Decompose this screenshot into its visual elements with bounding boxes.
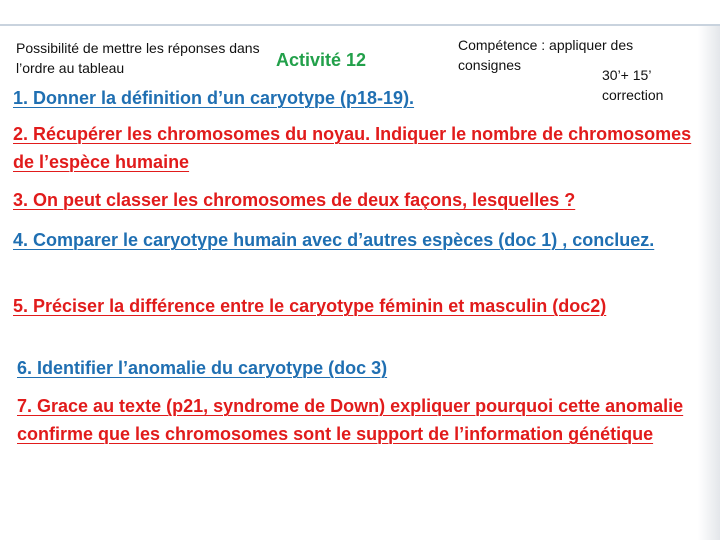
time-note: 30’+ 15’ correction — [602, 67, 664, 103]
task-5: 5. Préciser la différence entre le caryotype féminin et masculin (doc2) — [13, 296, 607, 316]
task-7: 7. Grace au texte (p21, syndrome de Down) expliquer pourquoi cette anomalie confirme que les chromosomes sont le support de l’information génétique — [17, 396, 684, 444]
task-1: 1. Donner la définition d’un caryotype (p18-19). — [13, 88, 415, 108]
task-6: 6. Identifier l’anomalie du caryotype (doc 3) — [17, 358, 388, 378]
activity-title: Activité 12 — [276, 50, 367, 70]
competence-note: Compétence : appliquer des consignes — [458, 37, 634, 73]
board-note: Possibilité de mettre les réponses dans l’ordre au tableau — [16, 40, 260, 76]
task-3: 3. On peut classer les chromosomes de deux façons, lesquelles ? — [13, 190, 576, 210]
task-4: 4. Comparer le caryotype humain avec d’autres espèces (doc 1) , concluez. — [13, 230, 655, 250]
task-2: 2. Récupérer les chromosomes du noyau. Indiquer le nombre de chromosomes de l’espèce humaine — [13, 124, 692, 172]
top-divider — [0, 24, 720, 26]
